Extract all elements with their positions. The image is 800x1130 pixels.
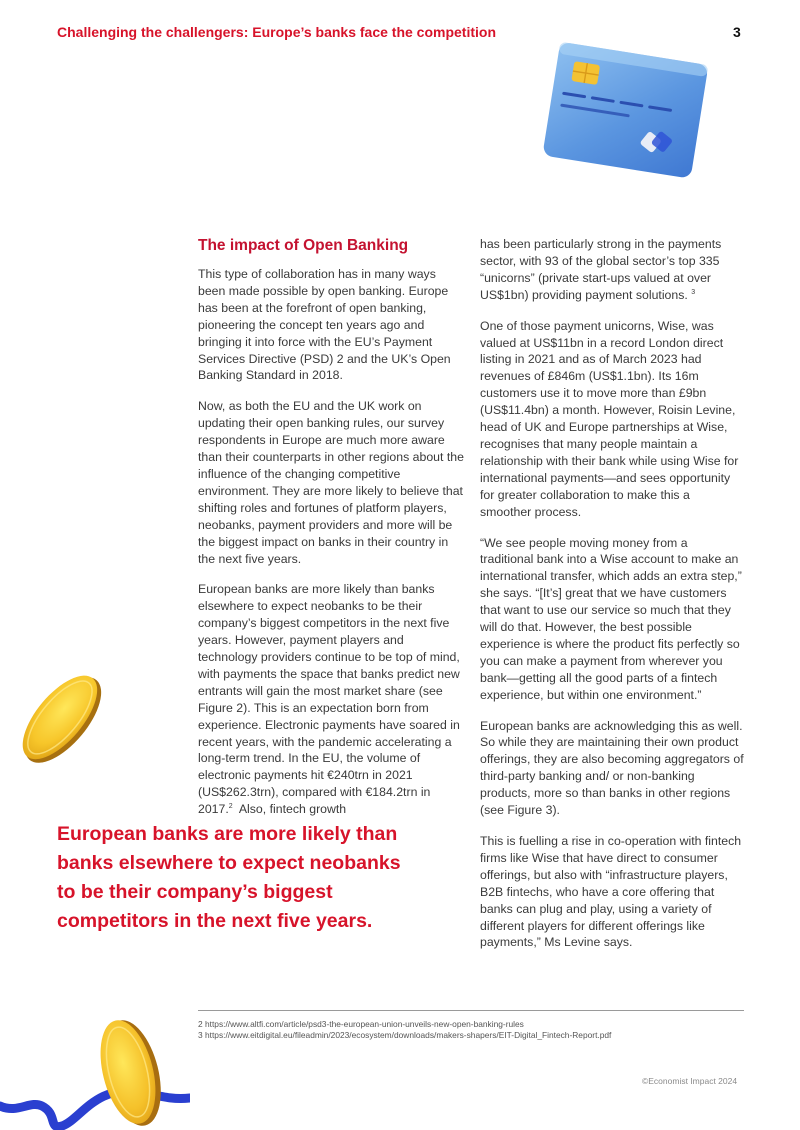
body-paragraph: This type of collaboration has in many ways been made possible by open banking. Europe has been at the forefront of open banking, pioneering the concept ten years ago and bringing it into force with the EU’s Payment Services Directive (PSD) 2 and the UK’s Open Banking Standard in 2018. (198, 267, 451, 383)
header-title: Challenging the challengers: Europe’s banks face the competition (57, 24, 497, 40)
gold-coin-icon (8, 660, 118, 780)
right-column (480, 236, 744, 965)
footnote: 3 https://www.eitdigital.eu/fileadmin/2023/ecosystem/downloads/makers-shapers/EIT-Digital_Fintech-Report.pdf (198, 1030, 612, 1040)
body-paragraph: This is fuelling a rise in co-operation with fintech firms like Wise that have direct to consumer offerings, but also with “infrastructure players, B2B fintechs, who have a core offering that banks can plug and play, using a variety of different players for different offerings like payments,” Ms Levine says. (480, 834, 742, 950)
body-text: Also, fintech growth (232, 802, 347, 817)
body-paragraph: One of those payment unicorns, Wise, was valued at US$11bn in a record London direct listing in 2021 and as of March 2023 had revenues of £846m (US$1.1bn). Its 16m customers use it to move more than £9bn (US$11.4bn) a month. However, Roisin Levine, head of UK and Europe partnerships at Wise, recognises that many people maintain a relationship with their bank while using Wise for international payments—and sees opportunity for greater collaboration to make this a smoother process. (480, 318, 739, 519)
footnote: 2 https://www.altfi.com/article/psd3-the-european-union-unveils-new-open-banking-rules (198, 1019, 524, 1029)
body-paragraph: “We see people moving money from a traditional bank into a Wise account to make an international transfer, which adds an extra step,” she says. “[It’s] great that we have customers that want to use our service so much that they will do that. However, the best possible experience is where the product fits perfectly so you can make a payment from wherever you bank—getting all the good parts of a fintech experience, but within one environment.” (480, 535, 742, 702)
footnote-ref: 3 (691, 288, 696, 296)
body-paragraph (480, 236, 744, 304)
credit-card-icon (535, 38, 720, 188)
page-number: 3 (733, 24, 741, 40)
gold-coin-icon (88, 1012, 168, 1130)
pull-quote: European banks are more likely than banks elsewhere to expect neobanks to be their company’s biggest competitors in the next five years. (57, 823, 401, 932)
body-paragraph: European banks are acknowledging this as well. So while they are maintaining their own product offerings, they are also becoming aggregators of third-party banking and/ or non-banking products, more so than banks in other regions (see Figure 3). (480, 718, 744, 818)
footnote-ref: 2 (228, 803, 233, 811)
body-text: European banks are more likely than banks elsewhere to expect neobanks to be their company’s biggest competitors in the next five years. However, payment players and technology providers continue to be top of mind, with payments the space that banks predict new entrants will gain the most market share (see Figure 2). This is an expectation born from experience. Electronic payments have soared in recent years, with the pandemic accelerating a long-term trend. In the EU, the volume of electronic payments hit €240trn in 2021 (US$262.3trn), compared with €184.2trn in 2017. (198, 582, 460, 817)
section-heading: The impact of Open Banking (198, 237, 409, 254)
left-column (198, 236, 464, 832)
footnote-divider (198, 1010, 744, 1011)
footnotes (198, 1019, 758, 1041)
body-paragraph: Now, as both the EU and the UK work on updating their open banking rules, our survey respondents in Europe are much more aware than their counterparts in other regions about the influence of the changing competitive environment. They are more likely to believe that shifting roles and fortunes of platform players, neobanks, payment providers and more will be the biggest impact on banks in their country in the next five years. (198, 399, 464, 566)
body-paragraph (198, 581, 464, 818)
body-text: has been particularly strong in the payments sector, with 93 of the global sector’s top 335 “unicorns” (private start-ups valued at over US$1bn) providing payment solutions. (480, 237, 722, 302)
copyright: ©Economist Impact 2024 (642, 1076, 738, 1086)
